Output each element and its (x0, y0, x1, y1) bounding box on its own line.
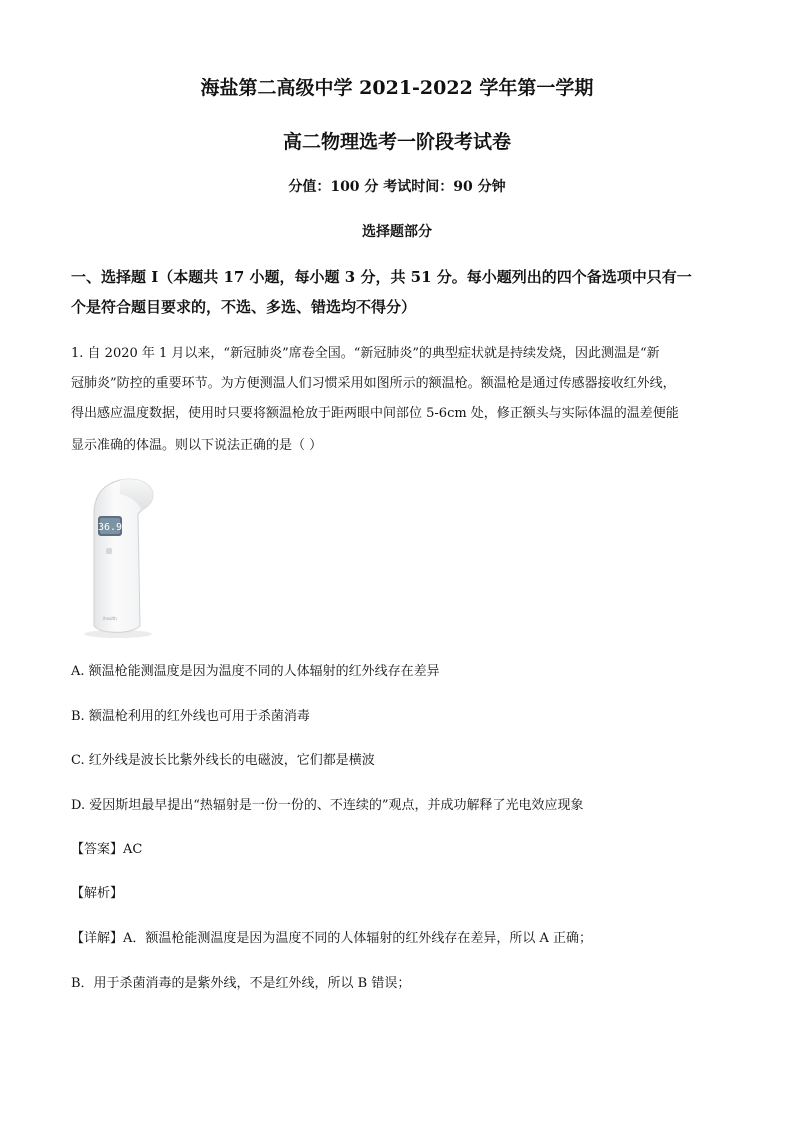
detail-b-text: B．用于杀菌消毒的是紫外线，不是红外线，所以 B 错误； (71, 976, 411, 991)
analysis-label: 【解析】 (71, 886, 124, 901)
answer-text: 【答案】AC (71, 842, 143, 857)
exam-subtitle: 高二物理选考一阶段考试卷 (282, 131, 511, 153)
brand-label: ihealth (103, 616, 117, 621)
option-d: D. 爱因斯坦最早提出“热辐射是一份一份的、不连续的”观点，并成功解释了光电效应现象 (71, 798, 584, 813)
section-heading-line2: 个是符合题目要求的，不选、多选、错选均不得分） (71, 298, 417, 316)
section-heading-line1: 一、选择题 I（本题共 17 小题，每小题 3 分，共 51 分。每小题列出的四个备选项中只有一 (71, 268, 692, 286)
option-c: C. 红外线是波长比紫外线长的电磁波，它们都是横波 (71, 753, 375, 768)
question-stem-line4: 显示准确的体温。则以下说法正确的是（ ） (71, 438, 323, 453)
power-button (106, 548, 112, 554)
score-time-info: 分值：100 分 考试时间：90 分钟 (288, 179, 506, 195)
option-a: A. 额温枪能测温度是因为温度不同的人体辐射的红外线存在差异 (71, 664, 440, 679)
detail-a-text: 【详解】A．额温枪能测温度是因为温度不同的人体辐射的红外线存在差异，所以 A 正确； (71, 931, 593, 946)
question-stem-line2: 冠肺炎”防控的重要环节。为方便测温人们习惯采用如图所示的额温枪。额温枪是通过传感器接收红外线， (71, 376, 676, 391)
exam-title: 海盐第二高级中学 2021-2022 学年第一学期 (200, 77, 594, 99)
option-b: B. 额温枪利用的红外线也可用于杀菌消毒 (71, 709, 310, 724)
thermometer-image (70, 476, 166, 640)
question-stem-line3: 得出感应温度数据，使用时只要将额温枪放于距两眼中间部位 5-6cm 处，修正额头与实际体温的温差便能 (71, 406, 679, 421)
lcd-reading: 36.9 (97, 522, 123, 533)
part-label: 选择题部分 (362, 224, 432, 240)
question-stem-line1: 1. 自 2020 年 1 月以来，“新冠肺炎”席卷全国。“新冠肺炎”的典型症状就是持续发烧，因此测温是“新 (71, 346, 660, 361)
